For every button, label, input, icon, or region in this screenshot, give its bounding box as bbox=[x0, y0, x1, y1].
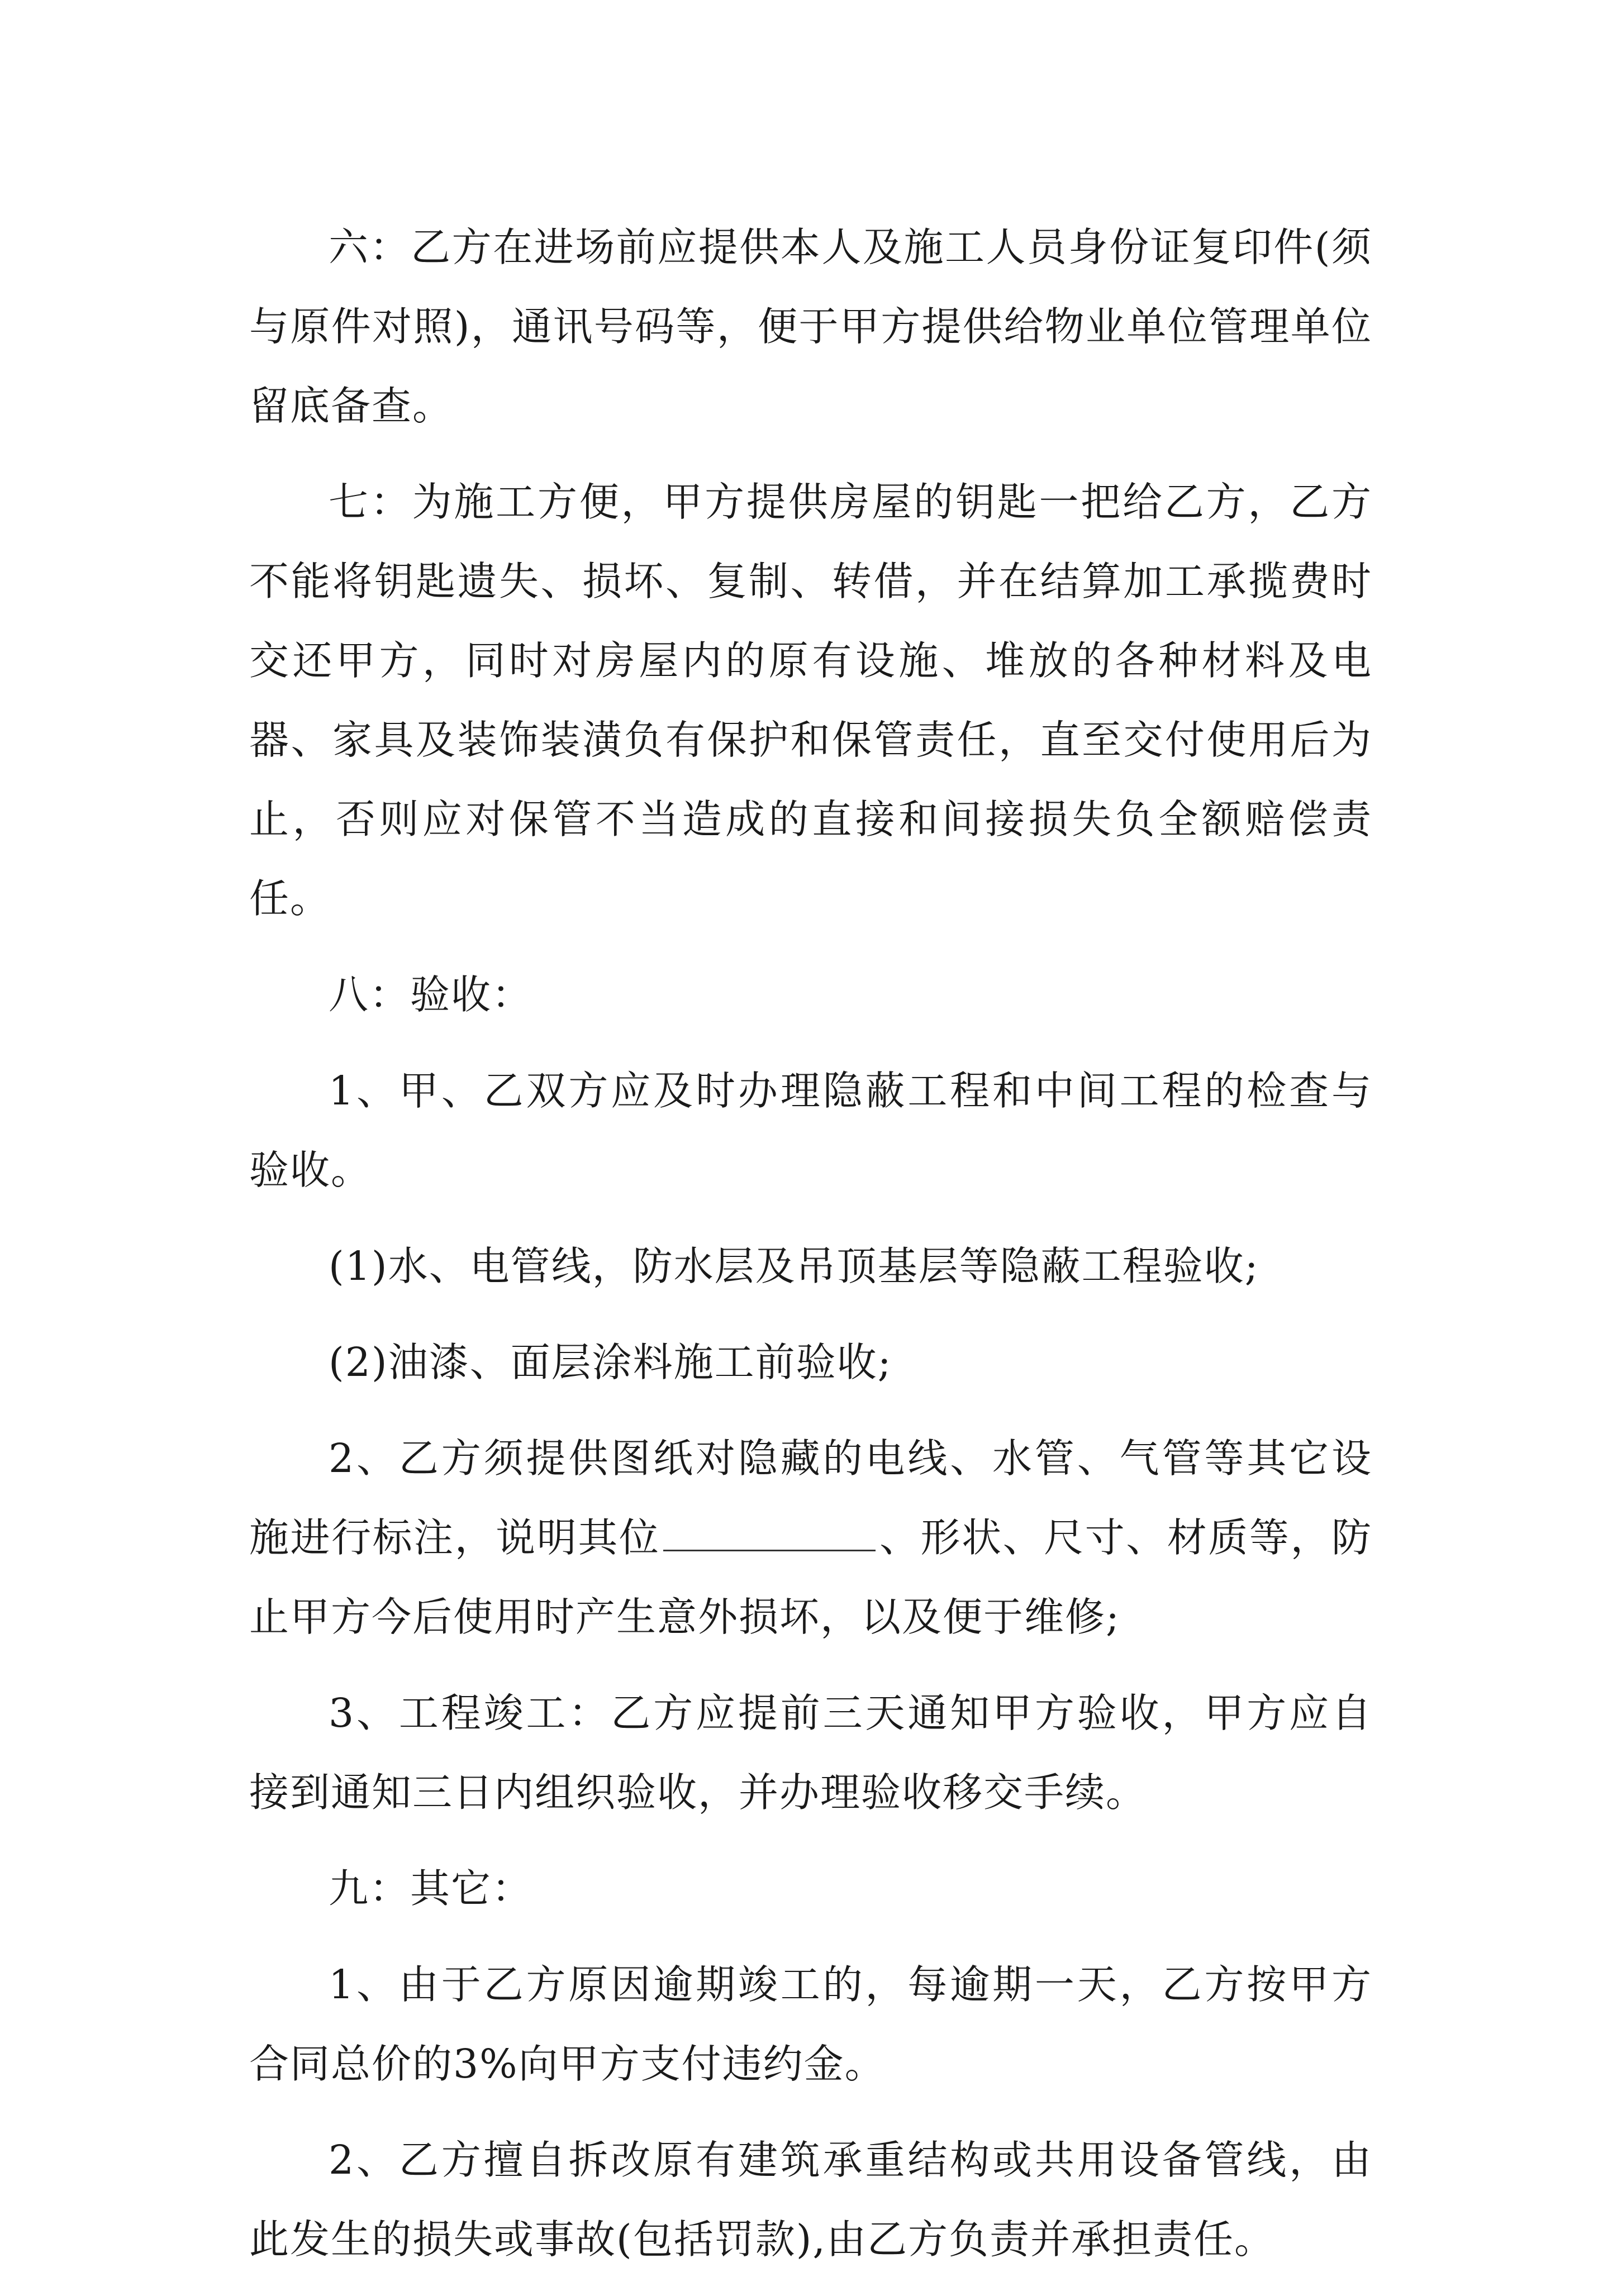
clause-8-item-1-sub-1: (1)水、电管线，防水层及吊顶基层等隐蔽工程验收; bbox=[329, 1243, 1259, 1289]
clause-9-item-1: 1、由于乙方原因逾期竣工的，每逾期一天，乙方按甲方合同总价的3%向甲方支付违约金。 bbox=[249, 1961, 1372, 2087]
clause-8-item-2-before: 2、乙方须提供图纸对隐藏的电线、水管、气管等其它设施进行标注，说明其位 bbox=[249, 1435, 1372, 1561]
clause-8-item-2 bbox=[249, 1419, 1372, 1657]
clause-8-item-1: 1、甲、乙双方应及时办理隐蔽工程和中间工程的检查与验收。 bbox=[249, 1068, 1372, 1193]
clause-8-item-1-sub-2: (2)油漆、面层涂料施工前验收; bbox=[329, 1339, 892, 1385]
clause-8-item-2-after: 、形状、尺寸、材质等，防止甲方今后使用时产生意外损坏，以及便于维修; bbox=[249, 1514, 1372, 1640]
clause-8-heading: 八：验收： bbox=[329, 971, 533, 1018]
clause-7: 七：为施工方便，甲方提供房屋的钥匙一把给乙方，乙方不能将钥匙遗失、损坏、复制、转借，并在结算加工承揽费时交还甲方，同时对房屋内的原有设施、堆放的各种材料及电器、家具及装饰装潢负有保护和保管责任，直至交付使用后为止，否则应对保管不当造成的直接和间接损失负全额赔偿责任。 bbox=[249, 479, 1372, 922]
contract-body bbox=[249, 208, 1372, 2296]
fill-in-blank-line bbox=[663, 1516, 876, 1551]
clause-8-item-3: 3、工程竣工：乙方应提前三天通知甲方验收，甲方应自接到通知三日内组织验收，并办理验收移交手续。 bbox=[249, 1690, 1372, 1816]
clause-9-item-2: 2、乙方擅自拆改原有建筑承重结构或共用设备管线，由此发生的损失或事故(包括罚款),由乙方负责并承担责任。 bbox=[249, 2137, 1372, 2262]
clause-9-heading: 九：其它： bbox=[329, 1865, 533, 1912]
clause-6: 六：乙方在进场前应提供本人及施工人员身份证复印件(须与原件对照)，通讯号码等，便于甲方提供给物业单位管理单位留底备查。 bbox=[249, 224, 1372, 429]
